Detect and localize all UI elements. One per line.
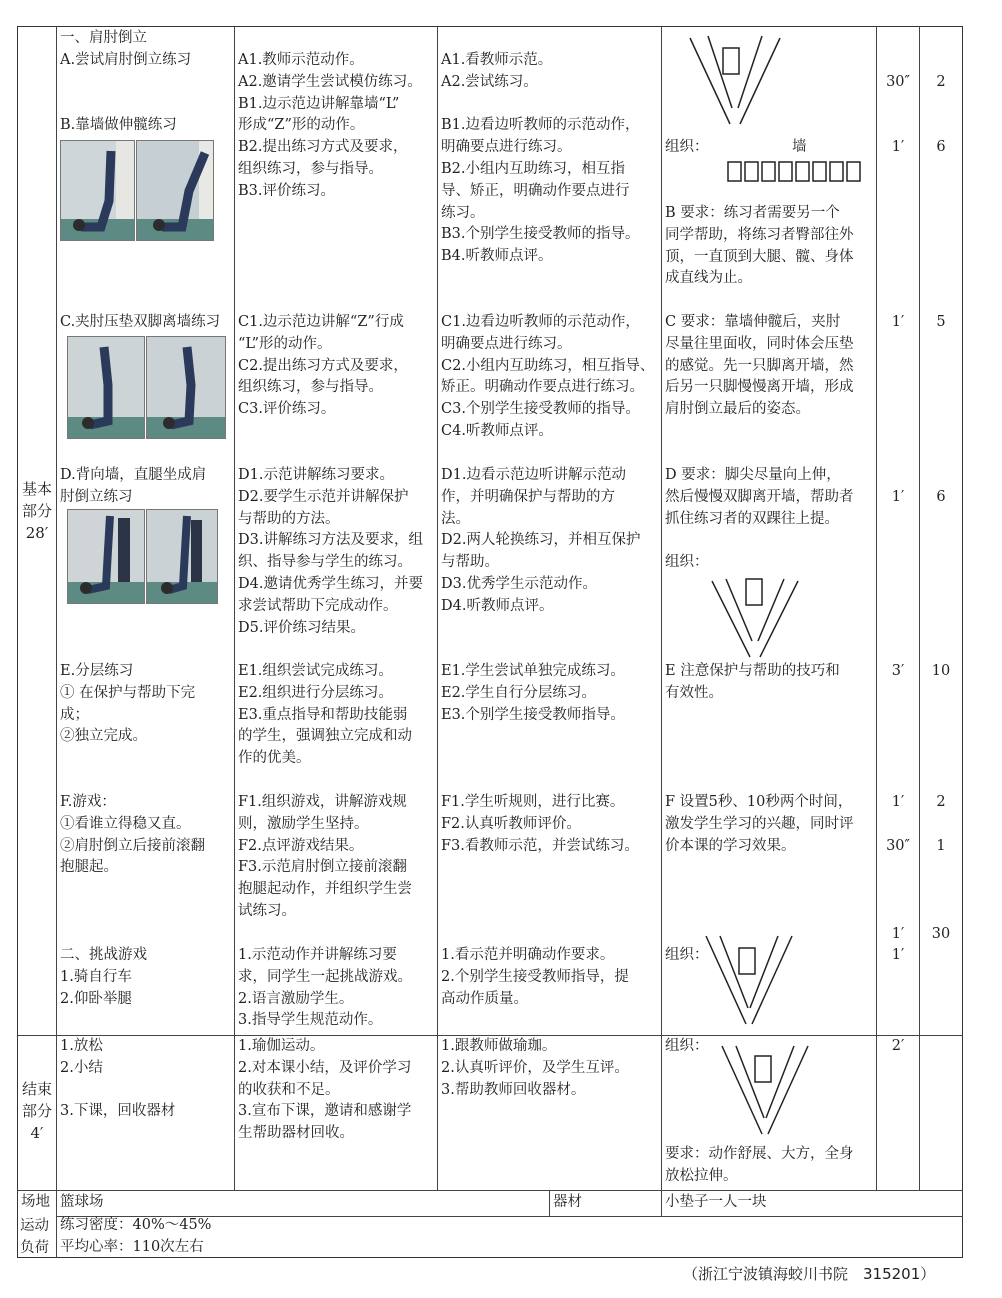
load-heart-rate: 平均心率：110次左右 — [60, 1239, 204, 1255]
r5-student-line: F3.看教师示范，并尝试练习。 — [441, 837, 639, 854]
leg-off-wall-photo-2 — [146, 336, 226, 439]
r4-teacher-line: 的学生，强调独立完成和动 — [238, 728, 412, 745]
r5-req-line: F 设置5秒、10秒两个时间， — [665, 794, 853, 810]
r7-teacher — [238, 1036, 436, 1145]
r1-org — [665, 137, 875, 159]
r1-student-line: B1.边看边听教师的示范动作， — [441, 117, 640, 134]
r1-teacher-line: 组织练习，参与指导。 — [238, 160, 383, 177]
back-to-wall-photo-2 — [146, 509, 218, 604]
r3-student-line: D1.边看示范边听讲解示范动 — [441, 467, 626, 483]
r1-time-a: 30″ — [886, 74, 910, 90]
venue-label — [21, 1192, 57, 1214]
r7-teacher-line: 生帮助器材回收。 — [238, 1125, 354, 1142]
r5-student-line: F1.学生听规则，进行比赛。 — [441, 794, 625, 810]
r2-req-line: 肩肘倒立最后的姿态。 — [665, 401, 810, 418]
r3-time: 1′ — [891, 489, 905, 505]
r5-teacher-line: F2.点评游戏结果。 — [238, 837, 364, 854]
r1-title: 一、肩肘倒立 — [60, 30, 147, 46]
r6-org-label: 组织： — [665, 947, 709, 963]
r5-teacher-line: F3.示范肩肘倒立接前滚翻 — [238, 859, 407, 876]
r2-teacher-line: C3.评价练习。 — [238, 401, 336, 418]
r7-teacher-line: 1.瑜伽运动。 — [238, 1038, 325, 1054]
r7-content — [60, 1036, 235, 1123]
r4-student-line: E3.个别学生接受教师指导。 — [441, 706, 625, 723]
r5-line: ②肩肘倒立后接前滚翻 — [60, 837, 205, 854]
r6-time-2: 1′ — [891, 947, 905, 963]
r7-student-line: 2.认真听评价，及学生互评。 — [441, 1059, 629, 1076]
r1-teacher-line: B1.边示范边讲解靠墙“L” — [238, 95, 400, 112]
r5-line: F.游戏： — [60, 794, 116, 810]
r6-count: 30 — [931, 926, 951, 942]
r6-student — [441, 945, 659, 1010]
spacer — [60, 72, 232, 94]
r1-content — [60, 28, 232, 137]
r1-teacher-line: B2.提出练习方式及要求， — [238, 139, 408, 156]
r1-org-label: 组织： — [665, 139, 709, 155]
r1-item-a: A.尝试肩肘倒立练习 — [60, 51, 192, 68]
r2-student — [441, 312, 659, 443]
r7-line: 1.放松 — [60, 1038, 103, 1054]
r3-student-line: 与帮助。 — [441, 554, 499, 571]
leg-off-wall-photo-1 — [67, 336, 145, 439]
section-basic-label — [22, 478, 52, 544]
r5-time-1: 1′ — [891, 794, 905, 810]
r7-line: 2.小结 — [60, 1059, 103, 1076]
r3-student-line: 法。 — [441, 510, 470, 527]
r2-req-line: 后另一只脚慢慢离开墙，形成 — [665, 379, 854, 396]
r5-count-1: 2 — [936, 794, 946, 810]
r3-req-line: D 要求：脚尖尽量向上伸， — [665, 467, 841, 483]
r3-teacher-line: 求尝试帮助下完成动作。 — [238, 597, 398, 614]
r4-teacher-line: E1.组织尝试完成练习。 — [238, 663, 393, 679]
equipment-value: 小垫子一人一块 — [665, 1194, 767, 1210]
r7-student — [441, 1036, 659, 1101]
r1-student-line: A1.看教师示范。 — [441, 52, 553, 68]
r1-item-b: B.靠墙做伸髋练习 — [60, 117, 177, 134]
source-footer: （浙江宁波镇海蛟川书院 315201） — [683, 1265, 936, 1283]
r1-time-b: 1′ — [891, 139, 905, 155]
r3-req-line: 抓住练习者的双踝往上提。 — [665, 510, 839, 527]
r5-student-line: F2.认真听教师评价。 — [441, 815, 581, 832]
r5-teacher-line: 抱腿起动作，并组织学生尝 — [238, 881, 412, 898]
r2-time: 1′ — [891, 314, 905, 330]
r2-student-line: C3.个别学生接受教师的指导。 — [441, 401, 640, 418]
r7-teacher-line: 3.宣布下课，邀请和感谢学 — [238, 1103, 412, 1120]
r7-req-line: 要求：动作舒展、大方，全身 — [665, 1146, 854, 1162]
spacer — [60, 93, 232, 115]
r4-line: ②独立完成。 — [60, 728, 147, 745]
r2-student-line: 矫正。明确动作要点进行练习。 — [441, 379, 644, 396]
r1-teacher — [238, 50, 436, 203]
r2-content — [60, 312, 235, 334]
r6-student-line: 高动作质量。 — [441, 990, 528, 1007]
section-end-text: 结束部分4′ — [21, 1080, 52, 1142]
equipment-label: 器材 — [553, 1194, 582, 1210]
r3-student-line: D3.优秀学生示范动作。 — [441, 575, 597, 592]
r3-teacher-line: D2.要学生示范并讲解保护 — [238, 488, 409, 505]
spacer — [665, 530, 877, 552]
r3-item-d: D.背向墙，直腿坐成肩 — [60, 467, 207, 483]
r6-teacher-line: 2.语言激励学生。 — [238, 990, 354, 1007]
r1-student-line: 练习。 — [441, 204, 485, 221]
r3-teacher — [238, 465, 436, 639]
r7-time: 2′ — [891, 1038, 905, 1054]
r2-item-c: C.夹肘压垫双脚离墙练习 — [60, 314, 221, 330]
r2-teacher-line: C2.提出练习方式及要求， — [238, 357, 408, 374]
r4-student-line: E2.学生自行分层练习。 — [441, 684, 596, 701]
wall-hip-photo-1 — [60, 140, 135, 241]
r6-teacher-line: 1.示范动作并讲解练习要 — [238, 947, 397, 963]
r2-teacher-line: “L”形的动作。 — [238, 335, 332, 352]
back-to-wall-photo-1 — [67, 509, 145, 604]
r6-line: 二、挑战游戏 — [60, 947, 147, 963]
divider — [437, 26, 438, 1190]
r4-student-line: E1.学生尝试单独完成练习。 — [441, 663, 625, 679]
r2-req-line: 的感觉。先一只脚离开墙，然 — [665, 357, 854, 374]
r4-teacher-line: E3.重点指导和帮助技能弱 — [238, 706, 408, 723]
wall-formation-diagram — [726, 160, 862, 184]
r6-content — [60, 945, 235, 1010]
r5-req-line: 激发学生学习的兴趣，同时评 — [665, 815, 854, 832]
divider — [234, 26, 235, 1190]
r1-teacher-line: B3.评价练习。 — [238, 182, 335, 199]
r4-req-line: E 注意保护与帮助的技巧和 — [665, 663, 840, 679]
r5-line: ①看谁立得稳又直。 — [60, 815, 191, 832]
r4-time: 3′ — [891, 663, 905, 679]
r3-count: 6 — [936, 489, 946, 505]
r2-requirement — [665, 312, 877, 421]
formation-diagram-game — [696, 930, 800, 1026]
r7-org-label: 组织： — [665, 1038, 709, 1054]
r4-teacher — [238, 661, 436, 770]
r4-teacher-line: E2.组织进行分层练习。 — [238, 684, 393, 701]
r1-student-line: B4.听教师点评。 — [441, 248, 553, 265]
r6-line: 1.骑自行车 — [60, 968, 132, 985]
spacer — [60, 1080, 235, 1102]
r1-teacher-line: 形成“Z”形的动作。 — [238, 117, 365, 134]
r2-req-line: C 要求：靠墙伸髋后，夹肘 — [665, 314, 841, 330]
r5-requirement — [665, 792, 877, 857]
r1-req-line: B 要求：练习者需要另一个 — [665, 205, 840, 221]
r1-student-line: A2.尝试练习。 — [441, 73, 538, 90]
r2-student-line: 明确要点进行练习。 — [441, 335, 572, 352]
r2-teacher-line: 组织练习，参与指导。 — [238, 379, 383, 396]
divider — [661, 26, 662, 1216]
r1-count-a: 2 — [936, 74, 946, 90]
r4-student — [441, 661, 659, 726]
divider — [17, 1190, 963, 1191]
r6-student-line: 1.看示范并明确动作要求。 — [441, 947, 615, 963]
wall-label: 墙 — [792, 139, 807, 155]
r7-student-line: 3.帮助教师回收器材。 — [441, 1081, 586, 1098]
load-density: 练习密度：40%～45% — [60, 1217, 212, 1233]
r6-line: 2.仰卧举腿 — [60, 990, 132, 1007]
r4-teacher-line: 作的优美。 — [238, 750, 311, 767]
r5-teacher-line: 试练习。 — [238, 902, 296, 919]
r1-student-line: 明确要点进行练习。 — [441, 139, 572, 156]
r4-requirement — [665, 661, 877, 705]
r5-teacher-line: F1.组织游戏，讲解游戏规 — [238, 794, 407, 810]
wall-hip-photo-2 — [136, 140, 214, 241]
r2-student-line: C2.小组内互助练习，相互指导、 — [441, 357, 655, 374]
r5-req-line: 价本课的学习效果。 — [665, 837, 796, 854]
r7-teacher-line: 的收获和不足。 — [238, 1081, 340, 1098]
r3-requirement — [665, 465, 877, 574]
r2-teacher — [238, 312, 436, 421]
r4-req-line: 有效性。 — [665, 684, 723, 701]
section-end-label — [19, 1078, 55, 1144]
r1-student-line: B2.小组内互助练习，相互指 — [441, 160, 625, 177]
r3-org-label: 组织： — [665, 554, 709, 571]
r4-line: E.分层练习 — [60, 663, 134, 679]
r1-student-line — [441, 94, 659, 116]
r3-teacher-line: D3.讲解练习方法及要求，组 — [238, 532, 423, 549]
load-label-text: 运动负荷 — [20, 1218, 49, 1256]
r5-teacher-line: 则，激励学生坚持。 — [238, 815, 369, 832]
divider — [876, 26, 877, 1190]
r5-count-2: 1 — [936, 838, 946, 854]
r7-teacher-line: 2.对本课小结，及评价学习 — [238, 1059, 412, 1076]
r7-req-line: 放松拉伸。 — [665, 1167, 738, 1184]
r5-content — [60, 792, 235, 879]
r6-teacher-line: 3.指导学生规范动作。 — [238, 1012, 383, 1029]
r1-req-line: 同学帮助，将练习者臀部往外 — [665, 226, 854, 243]
r3-req-line: 然后慢慢双脚离开墙，帮助者 — [665, 488, 854, 505]
r3-content — [60, 465, 235, 509]
r7-student-line: 1.跟教师做瑜珈。 — [441, 1038, 557, 1054]
r6-time-1: 1′ — [891, 926, 905, 942]
r1-teacher-line: A1.教师示范动作。 — [238, 52, 364, 68]
formation-diagram-d — [702, 567, 806, 659]
r2-count: 5 — [936, 314, 946, 330]
divider — [549, 1190, 550, 1216]
r3-teacher-line: D1.示范讲解练习要求。 — [238, 467, 394, 483]
divider — [56, 26, 57, 1190]
r1-requirement — [665, 203, 877, 290]
r3-student — [441, 465, 659, 618]
venue-value: 篮球场 — [60, 1194, 104, 1210]
r7-requirement — [665, 1144, 877, 1188]
r1-student-line: B3.个别学生接受教师的指导。 — [441, 226, 640, 243]
r1-teacher-line: A2.邀请学生尝试模仿练习。 — [238, 73, 422, 90]
r2-student-line: C4.听教师点评。 — [441, 422, 553, 439]
section-basic-text: 基本部分28′ — [22, 480, 53, 542]
r4-line: 成； — [60, 706, 89, 723]
r3-teacher-line: D5.评价练习结果。 — [238, 619, 365, 636]
r3-teacher-line: 织、指导参与学生的练习。 — [238, 554, 412, 571]
r1-count-b: 6 — [936, 139, 946, 155]
r5-student — [441, 792, 659, 857]
r6-student-line: 2.个别学生接受教师指导，提 — [441, 968, 629, 985]
r1-req-line: 成直线为止。 — [665, 270, 752, 287]
formation-diagram-a — [680, 28, 790, 126]
r2-student-line: C1.边看边听教师的示范动作， — [441, 314, 640, 330]
r1-student-line: 导、矫正，明确动作要点进行 — [441, 182, 630, 199]
r4-count: 10 — [931, 663, 951, 679]
r4-line: ① 在保护与帮助下完 — [60, 684, 196, 701]
r3-student-line: D4.听教师点评。 — [441, 597, 554, 614]
load-label — [20, 1216, 56, 1260]
formation-diagram-end — [712, 1040, 816, 1136]
venue-label-text: 场地 — [21, 1194, 50, 1210]
r6-teacher — [238, 945, 436, 1032]
r3-student-line: D2.两人轮换练习，并相互保护 — [441, 532, 641, 549]
r7-line: 3.下课，回收器材 — [60, 1103, 176, 1120]
r1-req-line: 顶，一直顶到大腿、髋、身体 — [665, 248, 854, 265]
r3-teacher-line: D4.邀请优秀学生练习，并要 — [238, 575, 423, 592]
r2-req-line: 尽量往里面收，同时体会压垫 — [665, 335, 854, 352]
r5-teacher — [238, 792, 436, 923]
r1-student — [441, 50, 659, 268]
r3-student-line: 作，并明确保护与帮助的方 — [441, 488, 615, 505]
r5-time-2: 30″ — [886, 838, 910, 854]
r6-teacher-line: 求，同学生一起挑战游戏。 — [238, 968, 412, 985]
r3-teacher-line: 与帮助的方法。 — [238, 510, 340, 527]
divider — [919, 26, 920, 1190]
r2-teacher-line: C1.边示范边讲解“Z”行成 — [238, 314, 404, 330]
r5-line: 抱腿起。 — [60, 859, 118, 876]
r4-content — [60, 661, 235, 748]
r3-item-d: 肘倒立练习 — [60, 488, 133, 505]
